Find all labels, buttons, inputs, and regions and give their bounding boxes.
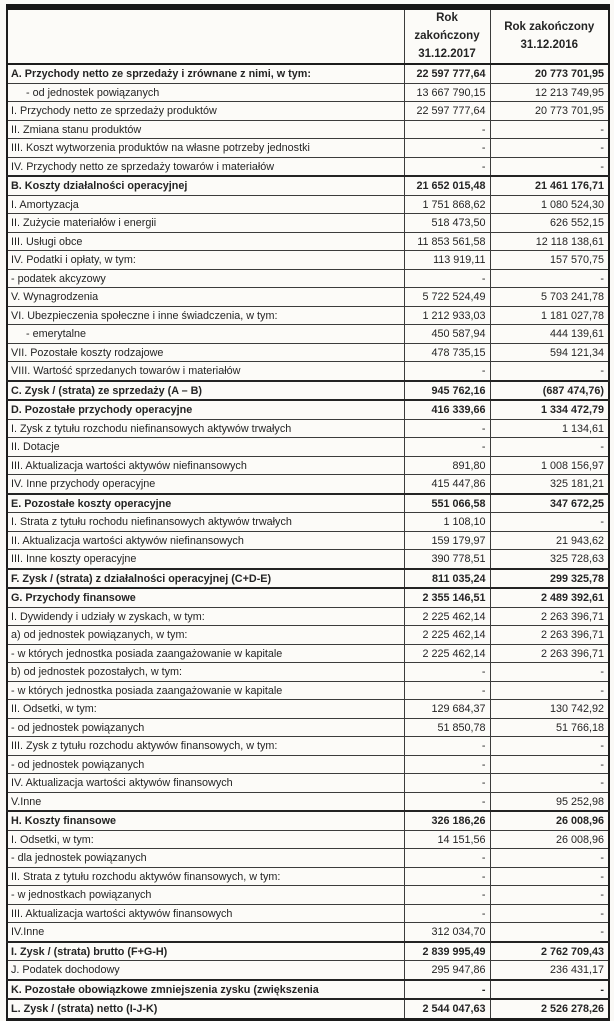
row-label: a) od jednostek powiązanych, w tym:: [7, 626, 404, 645]
table-row: [7, 494, 609, 513]
row-value-2017: -: [404, 438, 490, 457]
row-value-2017: 478 735,15: [404, 343, 490, 362]
table-row: [7, 700, 609, 719]
row-value-2017: -: [404, 904, 490, 923]
row-value-2016: 51 766,18: [490, 718, 609, 737]
table-row: [7, 942, 609, 961]
row-value-2016: -: [490, 755, 609, 774]
header-row: [7, 7, 609, 64]
table-row: [7, 663, 609, 682]
row-label: VI. Ubezpieczenia społeczne i inne świadczenia, w tym:: [7, 306, 404, 325]
header-year-2017: [404, 7, 490, 64]
table-row: [7, 381, 609, 401]
row-label: VIII. Wartość sprzedanych towarów i materiałów: [7, 362, 404, 381]
row-value-2017: 551 066,58: [404, 494, 490, 513]
row-label: II. Zmiana stanu produktów: [7, 120, 404, 139]
row-value-2016: -: [490, 513, 609, 532]
row-label: I. Amortyzacja: [7, 195, 404, 214]
row-value-2016: (687 474,76): [490, 381, 609, 401]
table-row: [7, 531, 609, 550]
row-value-2017: -: [404, 849, 490, 868]
row-value-2016: 12 118 138,61: [490, 232, 609, 251]
row-value-2016: 26 008,96: [490, 811, 609, 830]
row-value-2017: 5 722 524,49: [404, 288, 490, 307]
row-label: VII. Pozostałe koszty rodzajowe: [7, 343, 404, 362]
row-value-2016: -: [490, 157, 609, 176]
row-value-2016: 21 943,62: [490, 531, 609, 550]
row-value-2017: -: [404, 419, 490, 438]
row-value-2017: 22 597 777,64: [404, 102, 490, 121]
row-label: - w których jednostka posiada zaangażowanie w kapitale: [7, 681, 404, 700]
table-row: [7, 961, 609, 980]
row-value-2016: -: [490, 867, 609, 886]
row-label: - od jednostek powiązanych: [7, 83, 404, 102]
row-value-2017: -: [404, 120, 490, 139]
row-value-2016: 5 703 241,78: [490, 288, 609, 307]
row-value-2016: -: [490, 362, 609, 381]
row-value-2016: -: [490, 681, 609, 700]
row-value-2016: 20 773 701,95: [490, 64, 609, 83]
row-value-2017: -: [404, 867, 490, 886]
table-row: [7, 550, 609, 569]
table-row: [7, 867, 609, 886]
row-value-2016: -: [490, 849, 609, 868]
row-value-2016: -: [490, 904, 609, 923]
row-value-2016: 444 139,61: [490, 325, 609, 344]
row-label: H. Koszty finansowe: [7, 811, 404, 830]
row-label: G. Przychody finansowe: [7, 588, 404, 607]
row-value-2016: 95 252,98: [490, 792, 609, 811]
row-value-2016: -: [490, 269, 609, 288]
row-label: II. Zużycie materiałów i energii: [7, 214, 404, 233]
table-row: [7, 64, 609, 83]
row-value-2016: 299 325,78: [490, 569, 609, 589]
row-label: I. Odsetki, w tym:: [7, 830, 404, 849]
table-row: [7, 306, 609, 325]
row-label: D. Pozostałe przychody operacyjne: [7, 400, 404, 419]
table-row: [7, 251, 609, 270]
row-label: F. Zysk / (strata) z działalności operacyjnej (C+D-E): [7, 569, 404, 589]
table-row: [7, 644, 609, 663]
row-label: V. Wynagrodzenia: [7, 288, 404, 307]
row-label: II. Odsetki, w tym:: [7, 700, 404, 719]
row-label: A. Przychody netto ze sprzedaży i zrównane z nimi, w tym:: [7, 64, 404, 83]
row-value-2017: 2 225 462,14: [404, 626, 490, 645]
table-row: [7, 83, 609, 102]
table-row: [7, 830, 609, 849]
row-value-2017: 2 355 146,51: [404, 588, 490, 607]
row-value-2017: 326 186,26: [404, 811, 490, 830]
row-value-2017: 390 778,51: [404, 550, 490, 569]
row-label: C. Zysk / (strata) ze sprzedaży (A – B): [7, 381, 404, 401]
table-row: [7, 102, 609, 121]
table-header: [7, 7, 609, 64]
row-value-2016: 594 121,34: [490, 343, 609, 362]
table-row: [7, 269, 609, 288]
header-year-2016: [490, 7, 609, 64]
row-value-2016: 2 762 709,43: [490, 942, 609, 961]
row-value-2016: 347 672,25: [490, 494, 609, 513]
table-row: [7, 626, 609, 645]
row-label: III. Aktualizacja wartości aktywów niefinansowych: [7, 456, 404, 475]
row-value-2016: 2 263 396,71: [490, 607, 609, 626]
row-value-2017: 51 850,78: [404, 718, 490, 737]
row-label: - w których jednostka posiada zaangażowanie w kapitale: [7, 644, 404, 663]
row-value-2016: 20 773 701,95: [490, 102, 609, 121]
row-value-2017: -: [404, 755, 490, 774]
table-row: [7, 718, 609, 737]
row-label: V.Inne: [7, 792, 404, 811]
row-label: II. Dotacje: [7, 438, 404, 457]
row-label: - dla jednostek powiązanych: [7, 849, 404, 868]
table-row: [7, 400, 609, 419]
row-value-2017: 129 684,37: [404, 700, 490, 719]
table-row: [7, 513, 609, 532]
row-value-2016: 1 080 524,30: [490, 195, 609, 214]
row-value-2016: -: [490, 438, 609, 457]
table-row: [7, 607, 609, 626]
row-value-2016: -: [490, 139, 609, 158]
row-label: I. Przychody netto ze sprzedaży produktów: [7, 102, 404, 121]
table-row: [7, 438, 609, 457]
row-value-2016: 21 461 176,71: [490, 176, 609, 195]
table-row: [7, 362, 609, 381]
row-label: - emerytalne: [7, 325, 404, 344]
row-value-2017: -: [404, 681, 490, 700]
row-label: IV. Podatki i opłaty, w tym:: [7, 251, 404, 270]
row-label: III. Zysk z tytułu rozchodu aktywów finansowych, w tym:: [7, 737, 404, 756]
row-label: I. Zysk / (strata) brutto (F+G-H): [7, 942, 404, 961]
row-value-2017: 518 473,50: [404, 214, 490, 233]
row-label: I. Zysk z tytułu rozchodu niefinansowych aktywów trwałych: [7, 419, 404, 438]
row-value-2016: 1 334 472,79: [490, 400, 609, 419]
row-label: B. Koszty działalności operacyjnej: [7, 176, 404, 195]
header-year-2016-line1: Rok zakończony: [504, 20, 595, 33]
table-row: [7, 419, 609, 438]
row-value-2017: -: [404, 139, 490, 158]
row-label: I. Strata z tytułu rochodu niefinansowych aktywów trwałych: [7, 513, 404, 532]
table-row: [7, 343, 609, 362]
table-row: [7, 195, 609, 214]
row-value-2016: -: [490, 774, 609, 793]
table-row: [7, 849, 609, 868]
table-row: [7, 980, 609, 1000]
row-label: - podatek akcyzowy: [7, 269, 404, 288]
row-value-2016: -: [490, 886, 609, 905]
table-row: [7, 120, 609, 139]
row-value-2016: -: [490, 737, 609, 756]
row-label: IV. Inne przychody operacyjne: [7, 475, 404, 494]
table-row: [7, 681, 609, 700]
row-value-2016: 325 728,63: [490, 550, 609, 569]
row-value-2017: 811 035,24: [404, 569, 490, 589]
row-value-2017: -: [404, 774, 490, 793]
table-row: [7, 139, 609, 158]
table-row: [7, 288, 609, 307]
row-value-2017: 945 762,16: [404, 381, 490, 401]
row-value-2017: -: [404, 663, 490, 682]
row-value-2017: 2 839 995,49: [404, 942, 490, 961]
row-value-2016: 1 181 027,78: [490, 306, 609, 325]
table-row: [7, 232, 609, 251]
row-label: - od jednostek powiązanych: [7, 755, 404, 774]
row-value-2016: 1 008 156,97: [490, 456, 609, 475]
row-value-2017: 416 339,66: [404, 400, 490, 419]
row-value-2017: 2 544 047,63: [404, 999, 490, 1019]
row-value-2017: 2 225 462,14: [404, 644, 490, 663]
row-label: IV. Przychody netto ze sprzedaży towarów i materiałów: [7, 157, 404, 176]
row-label: - od jednostek powiązanych: [7, 718, 404, 737]
row-value-2017: 21 652 015,48: [404, 176, 490, 195]
row-label: II. Strata z tytułu rozchodu aktywów finansowych, w tym:: [7, 867, 404, 886]
row-value-2017: 295 947,86: [404, 961, 490, 980]
row-value-2017: 113 919,11: [404, 251, 490, 270]
table-row: [7, 904, 609, 923]
table-row: [7, 755, 609, 774]
row-value-2017: 1 108,10: [404, 513, 490, 532]
row-value-2017: 1 212 933,03: [404, 306, 490, 325]
row-value-2016: -: [490, 663, 609, 682]
table-row: [7, 475, 609, 494]
row-value-2016: 1 134,61: [490, 419, 609, 438]
table-row: [7, 588, 609, 607]
row-value-2017: 14 151,56: [404, 830, 490, 849]
row-label: L. Zysk / (strata) netto (I-J-K): [7, 999, 404, 1019]
row-value-2017: -: [404, 157, 490, 176]
table-row: [7, 214, 609, 233]
row-label: E. Pozostałe koszty operacyjne: [7, 494, 404, 513]
row-label: IV. Aktualizacja wartości aktywów finansowych: [7, 774, 404, 793]
row-value-2017: 159 179,97: [404, 531, 490, 550]
row-value-2016: 26 008,96: [490, 830, 609, 849]
row-value-2017: 11 853 561,58: [404, 232, 490, 251]
row-value-2017: -: [404, 886, 490, 905]
table-row: [7, 811, 609, 830]
row-value-2016: 130 742,92: [490, 700, 609, 719]
row-label: III. Usługi obce: [7, 232, 404, 251]
table-row: [7, 456, 609, 475]
table-row: [7, 774, 609, 793]
row-value-2016: 236 431,17: [490, 961, 609, 980]
row-value-2017: -: [404, 737, 490, 756]
row-value-2016: 2 263 396,71: [490, 626, 609, 645]
table-row: [7, 157, 609, 176]
row-value-2016: 157 570,75: [490, 251, 609, 270]
row-value-2017: 312 034,70: [404, 923, 490, 942]
row-value-2017: -: [404, 269, 490, 288]
row-label: III. Koszt wytworzenia produktów na własne potrzeby jednostki: [7, 139, 404, 158]
row-label: II. Aktualizacja wartości aktywów niefinansowych: [7, 531, 404, 550]
row-value-2017: 415 447,86: [404, 475, 490, 494]
table-body: [7, 64, 609, 1019]
row-value-2016: -: [490, 923, 609, 942]
header-year-2017-line1: Rok zakończony: [414, 12, 480, 42]
row-value-2016: 2 263 396,71: [490, 644, 609, 663]
row-value-2017: 891,80: [404, 456, 490, 475]
row-value-2016: 2 526 278,26: [490, 999, 609, 1019]
row-value-2017: -: [404, 792, 490, 811]
table-row: [7, 737, 609, 756]
row-value-2017: -: [404, 980, 490, 1000]
row-label: III. Aktualizacja wartości aktywów finansowych: [7, 904, 404, 923]
table-row: [7, 923, 609, 942]
row-value-2017: 1 751 868,62: [404, 195, 490, 214]
row-label: III. Inne koszty operacyjne: [7, 550, 404, 569]
row-label: I. Dywidendy i udziały w zyskach, w tym:: [7, 607, 404, 626]
row-label: b) od jednostek pozostałych, w tym:: [7, 663, 404, 682]
row-value-2017: 22 597 777,64: [404, 64, 490, 83]
row-value-2017: -: [404, 362, 490, 381]
row-value-2017: 2 225 462,14: [404, 607, 490, 626]
row-value-2017: 13 667 790,15: [404, 83, 490, 102]
row-value-2017: 450 587,94: [404, 325, 490, 344]
table-row: [7, 886, 609, 905]
row-value-2016: 2 489 392,61: [490, 588, 609, 607]
row-value-2016: -: [490, 980, 609, 1000]
table-row: [7, 999, 609, 1019]
row-value-2016: -: [490, 120, 609, 139]
header-year-2016-line2: 31.12.2016: [520, 38, 579, 51]
header-year-2017-line2: 31.12.2017: [418, 47, 476, 60]
row-label: J. Podatek dochodowy: [7, 961, 404, 980]
row-value-2016: 626 552,15: [490, 214, 609, 233]
header-empty-cell: [7, 7, 404, 64]
row-value-2016: 325 181,21: [490, 475, 609, 494]
row-label: IV.Inne: [7, 923, 404, 942]
income-statement-table: [6, 4, 610, 1021]
row-label: - w jednostkach powiązanych: [7, 886, 404, 905]
row-value-2016: 12 213 749,95: [490, 83, 609, 102]
row-label: K. Pozostałe obowiązkowe zmniejszenia zysku (zwiększenia: [7, 980, 404, 1000]
table-row: [7, 792, 609, 811]
table-row: [7, 176, 609, 195]
table-row: [7, 569, 609, 589]
table-row: [7, 325, 609, 344]
